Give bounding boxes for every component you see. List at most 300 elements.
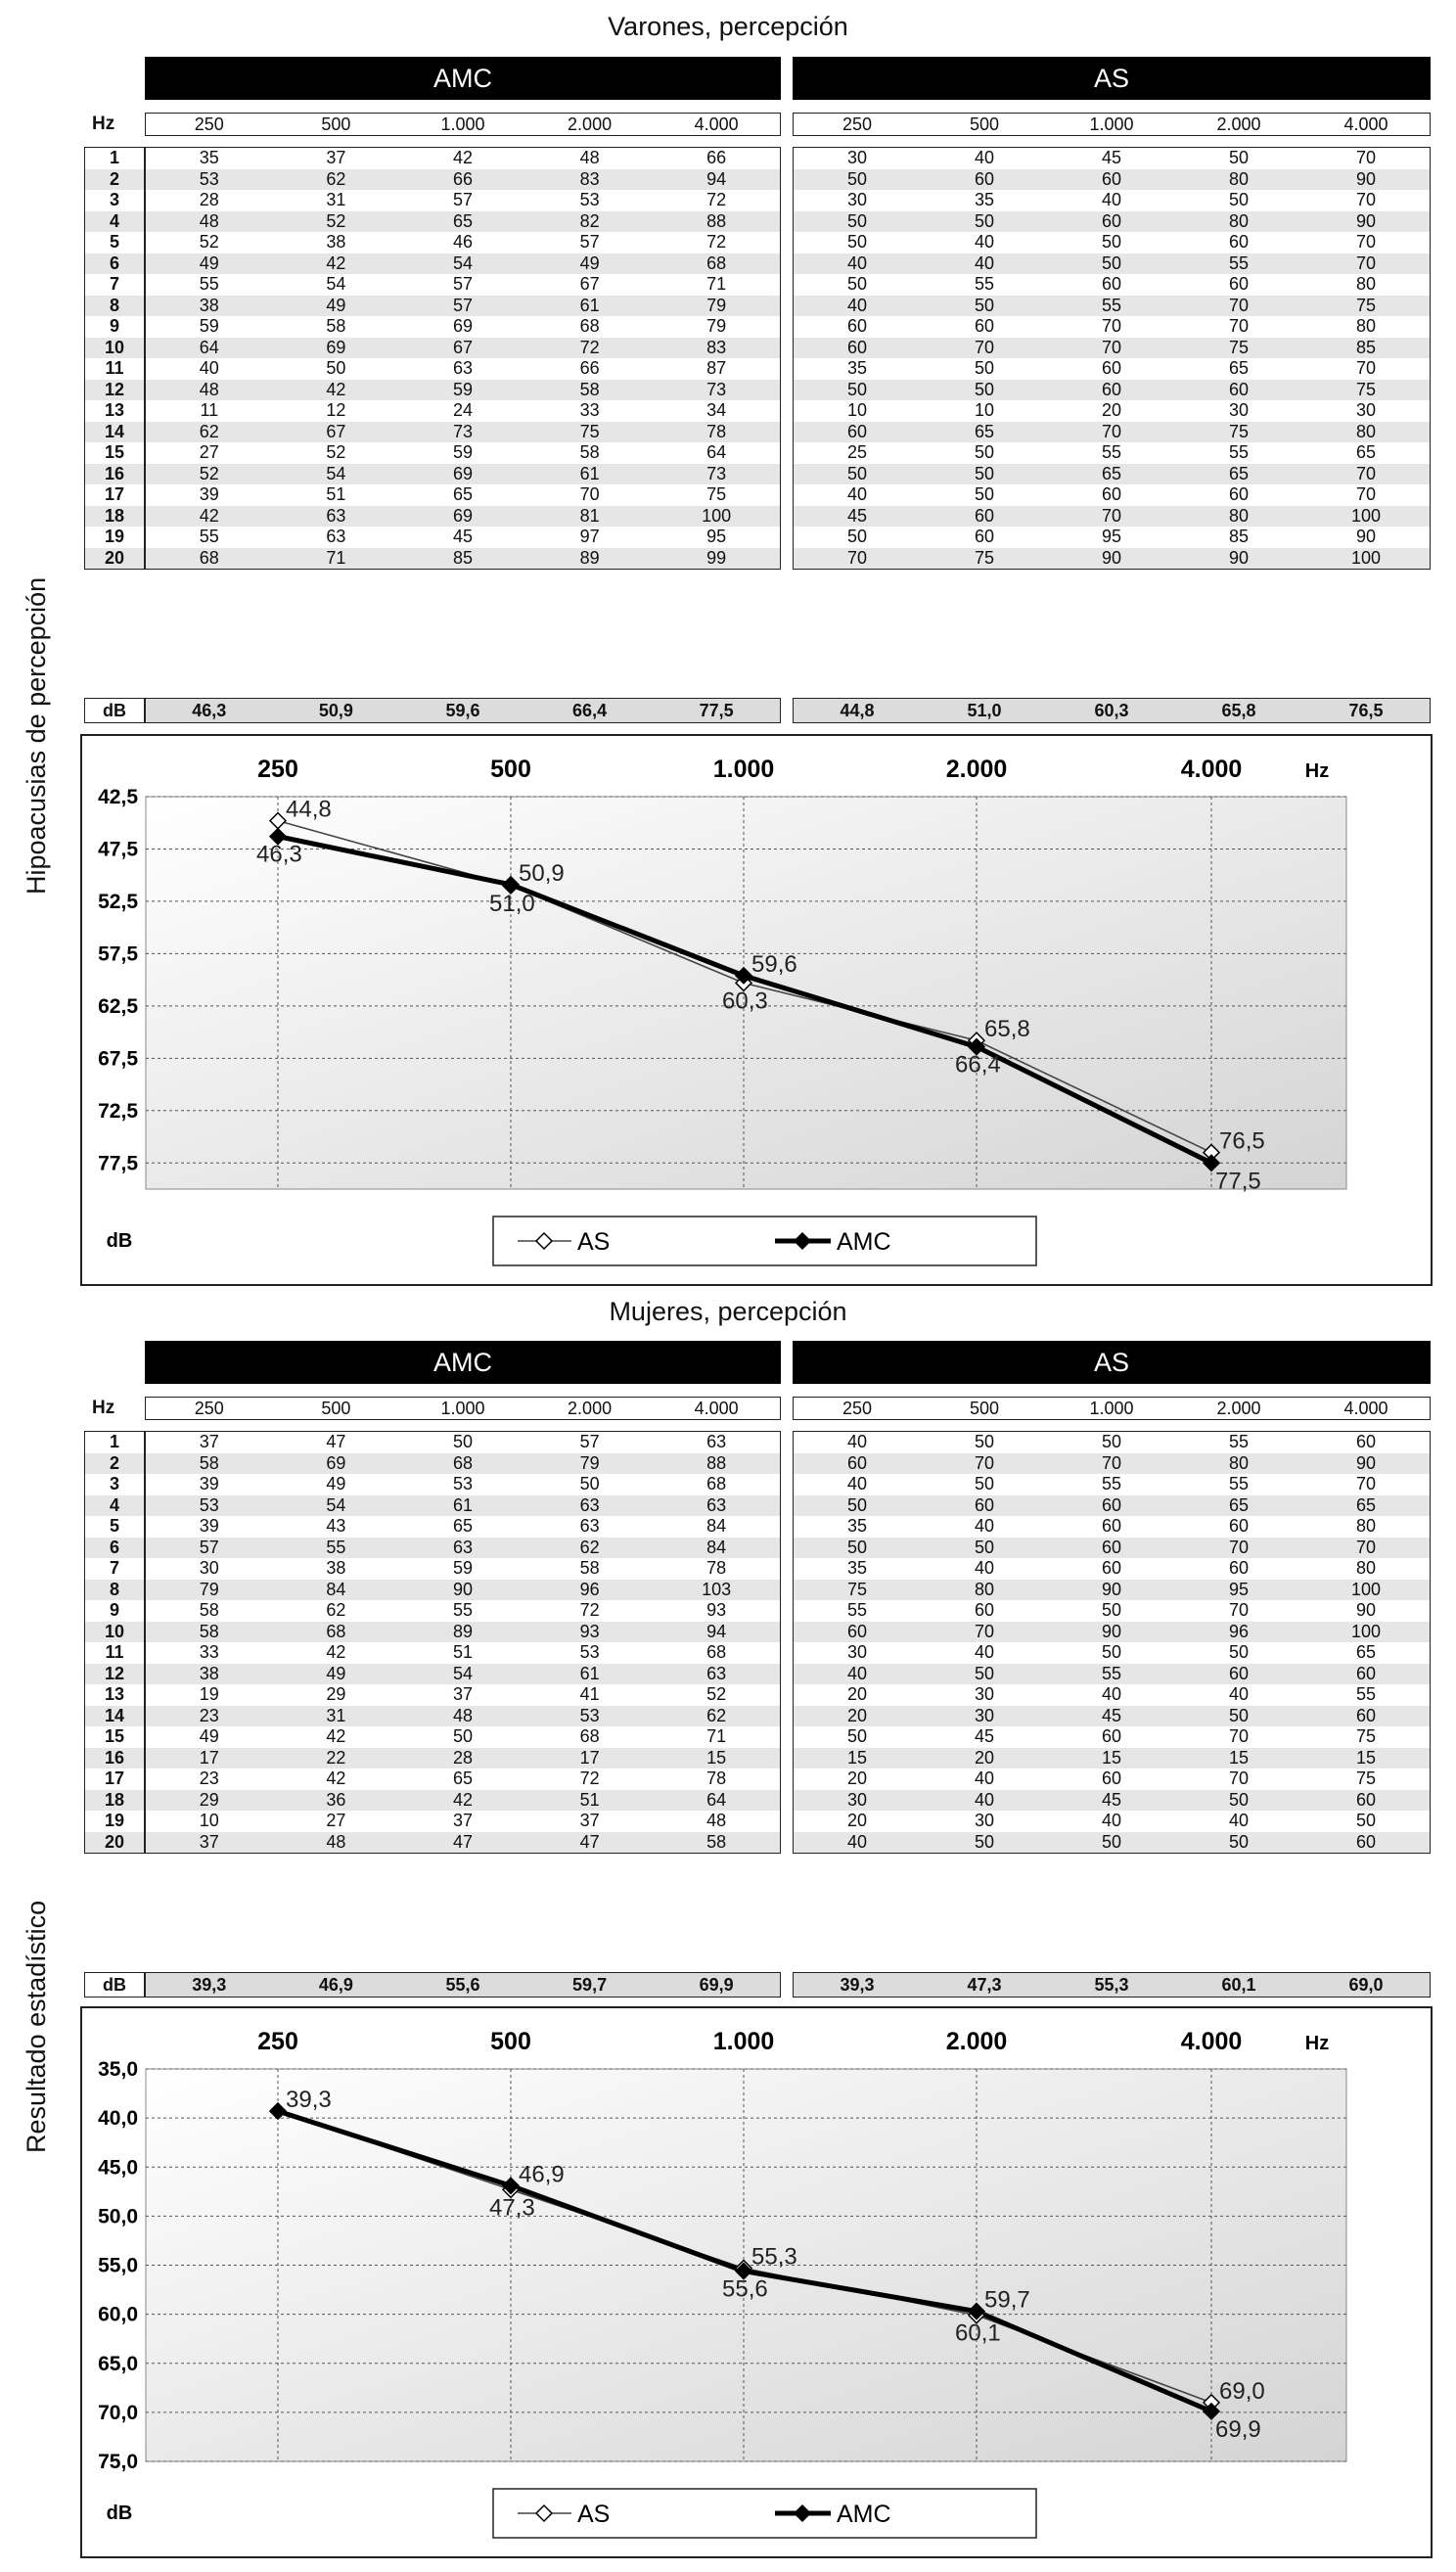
row-id [85,338,144,359]
freq-header-cell: 250 [842,1399,873,1418]
table-cell: 60 [1228,1516,1250,1536]
table-cell: 50 [1355,1811,1377,1830]
table-row [794,1495,1430,1517]
table-cell: 42 [199,505,219,526]
table-cell: 15 [1101,1747,1122,1768]
table-cell: 68 [706,1474,727,1493]
table-row [794,1832,1430,1854]
table-cell: 70 [1228,295,1250,315]
table-cell: 97 [579,527,600,546]
table-cell: 38 [326,1558,346,1578]
table-cell: 55 [846,1600,868,1620]
table-cell: 67 [326,421,346,441]
table-cell: 63 [706,1494,727,1515]
table-cell: 90 [1355,210,1377,231]
table-cell: 55 [1228,1432,1250,1451]
table-cell: 30 [199,1558,219,1578]
row-id [85,1832,144,1854]
table-cell: 65 [452,1516,473,1536]
table-cell: 60 [974,505,995,526]
x-tick-label: 250 [257,2028,298,2055]
table-cell: 62 [706,1705,727,1725]
table-cell: 62 [326,168,346,189]
db-average-cell: 65,8 [1221,701,1256,720]
table-cell: 70 [1228,1537,1250,1557]
table-cell: 89 [452,1621,473,1641]
table-row [794,232,1430,253]
table-cell: 60 [1101,168,1122,189]
table-cell: 50 [974,1474,995,1493]
table-cell: 63 [326,505,346,526]
table-cell: 70 [1101,505,1122,526]
table-cell: 50 [452,1726,473,1746]
table-cell: 64 [706,442,727,462]
row-id-label: 18 [104,505,125,526]
table-cell: 43 [326,1516,346,1536]
table-cell: 40 [846,484,868,504]
table-cell: 85 [1355,337,1377,357]
table-cell: 99 [706,547,727,568]
data-label-amc: 50,9 [519,859,565,887]
data-label-as: 51,0 [489,890,535,917]
table-cell: 80 [1228,168,1250,189]
row-id-label: 15 [104,442,125,462]
table-cell: 79 [706,295,727,315]
table-cell: 65 [1228,1494,1250,1515]
table-cell: 78 [706,1558,727,1578]
table-cell: 68 [199,547,219,568]
table-cell: 60 [1101,1516,1122,1536]
freq-header-cell: 1.000 [440,115,485,134]
table-row [146,1538,780,1559]
x-tick-label: 2.000 [945,756,1008,783]
table-cell: 100 [1350,1621,1382,1641]
table-cell: 67 [452,337,473,357]
table-cell: 50 [1228,1642,1250,1662]
freq-header-cell: 250 [194,115,224,134]
row-id [85,232,144,253]
table-cell: 75 [974,547,995,568]
row-id [85,274,144,296]
row-id-label: 2 [109,1452,119,1473]
table-cell: 29 [326,1684,346,1704]
section-title: Mujeres, percepción [609,1297,847,1326]
x-tick-label: 4.000 [1180,756,1243,783]
table-cell: 64 [199,337,219,357]
data-label-as: 76,5 [1219,1127,1265,1155]
table-cell: 60 [1355,1663,1377,1683]
data-label-as: 60,1 [955,2319,1001,2347]
db-average-cell: 60,3 [1094,701,1129,720]
table-cell: 63 [452,358,473,378]
table-cell: 42 [326,253,346,273]
table-cell: 50 [974,295,995,315]
table-cell: 49 [326,1663,346,1683]
table-row [146,274,780,296]
table-cell: 12 [326,400,346,420]
row-id-label: 10 [104,1621,125,1641]
table-cell: 65 [1355,1494,1377,1515]
table-cell: 40 [974,1642,995,1662]
table-cell: 60 [974,316,995,336]
table-cell: 90 [1101,547,1122,568]
side-label: Resultado estadístico [22,1900,51,2153]
table-cell: 66 [706,148,727,167]
table-cell: 39 [199,1474,219,1493]
as-db-row [793,698,1431,723]
table-cell: 40 [846,1663,868,1683]
freq-header-cell: 500 [969,1399,1000,1418]
table-cell: 68 [579,1726,600,1746]
row-id [85,148,144,169]
table-cell: 70 [1228,316,1250,336]
row-id [85,316,144,338]
table-cell: 70 [1355,1537,1377,1557]
table-cell: 42 [452,1789,473,1810]
row-id-label: 12 [104,379,125,399]
row-id [85,1474,144,1495]
table-cell: 60 [1101,358,1122,378]
table-row [794,316,1430,338]
table-cell: 45 [846,505,868,526]
y-tick-label: 57,5 [98,942,138,966]
row-id-label: 13 [104,1684,125,1704]
table-cell: 100 [1350,547,1382,568]
table-cell: 70 [1228,1768,1250,1788]
table-cell: 28 [452,1747,473,1768]
table-row [794,400,1430,422]
table-cell: 60 [1355,1432,1377,1451]
table-row [794,1600,1430,1622]
x-tick-label: 500 [490,2028,531,2055]
table-cell: 50 [1228,190,1250,209]
table-cell: 55 [199,274,219,294]
table-cell: 50 [974,442,995,462]
table-cell: 53 [452,1474,473,1493]
table-cell: 72 [579,1600,600,1620]
table-cell: 40 [974,232,995,252]
table-cell: 60 [1101,1494,1122,1515]
table-cell: 40 [974,1768,995,1788]
table-row [146,1642,780,1664]
table-row [146,1432,780,1453]
row-id [85,358,144,380]
row-id [85,442,144,464]
table-cell: 58 [199,1452,219,1473]
table-cell: 89 [579,547,600,568]
x-tick-label: 500 [490,756,531,783]
row-id-label: 17 [104,484,125,504]
table-cell: 40 [974,1558,995,1578]
y-tick-label: 60,0 [98,2303,138,2326]
table-row [794,1768,1430,1790]
table-cell: 11 [200,400,219,420]
chart-svg [82,736,1431,1284]
table-row [146,1600,780,1622]
amc-db-row [145,698,781,723]
table-cell: 40 [974,253,995,273]
x-tick-label: 1.000 [712,2028,775,2055]
row-id [85,296,144,317]
table-cell: 50 [846,210,868,231]
table-cell: 10 [199,1811,219,1830]
table-cell: 60 [846,316,868,336]
freq-header-as [793,113,1431,136]
table-cell: 60 [1101,484,1122,504]
table-cell: 61 [579,463,600,483]
table-cell: 40 [1228,1811,1250,1830]
row-id [85,1664,144,1685]
table-row [146,380,780,401]
table-cell: 72 [579,337,600,357]
table-cell: 85 [1228,527,1250,546]
row-id-label: 1 [109,148,119,167]
y-tick-label: 50,0 [98,2205,138,2228]
y-tick-label: 70,0 [98,2401,138,2424]
table-row [794,422,1430,443]
table-cell: 23 [199,1768,219,1788]
table-cell: 50 [846,1726,868,1746]
row-id [85,1580,144,1601]
amc-table [145,1431,781,1854]
table-cell: 75 [846,1579,868,1599]
table-cell: 40 [1228,1684,1250,1704]
table-cell: 55 [1101,1663,1122,1683]
table-row [794,253,1430,275]
table-row [794,1580,1430,1601]
table-cell: 70 [1355,232,1377,252]
row-id [85,1558,144,1580]
table-cell: 72 [579,1768,600,1788]
row-id-label: 16 [104,1747,125,1768]
table-cell: 75 [1228,421,1250,441]
legend-box [493,1217,1036,1265]
table-cell: 47 [326,1432,346,1451]
row-id [85,1726,144,1748]
y-axis-label: dB [106,1230,133,1252]
table-row [794,1516,1430,1538]
row-id [85,1748,144,1769]
table-cell: 33 [199,1642,219,1662]
table-cell: 30 [1228,400,1250,420]
freq-header-cell: 1.000 [440,1399,485,1418]
table-cell: 40 [846,295,868,315]
table-cell: 69 [452,463,473,483]
table-cell: 65 [1355,442,1377,462]
db-average-cell: 51,0 [967,701,1002,720]
table-row [794,1474,1430,1495]
table-cell: 57 [579,1432,600,1451]
table-cell: 10 [846,400,868,420]
table-cell: 55 [326,1537,346,1557]
table-cell: 54 [326,274,346,294]
table-row [146,232,780,253]
legend [493,1217,1036,1265]
table-row [146,253,780,275]
table-row [794,358,1430,380]
table-cell: 52 [706,1684,727,1704]
chart-svg [82,2008,1431,2556]
db-average-cell: 76,5 [1348,701,1384,720]
table-cell: 55 [1228,253,1250,273]
table-cell: 70 [1355,253,1377,273]
table-cell: 49 [579,253,600,273]
table-cell: 100 [1350,505,1382,526]
row-id [85,1642,144,1664]
row-id [85,527,144,548]
freq-header-cell: 500 [321,115,351,134]
table-cell: 20 [846,1684,868,1704]
table-cell: 94 [706,168,727,189]
db-average-cell: 69,9 [699,1975,734,1995]
as-table [793,147,1431,570]
table-cell: 15 [706,1747,727,1768]
legend-label-as: AS [577,2501,611,2528]
row-id-label: 19 [104,1811,125,1830]
table-cell: 70 [974,1452,995,1473]
row-id-label: 4 [109,210,119,231]
table-cell: 55 [1101,295,1122,315]
db-average-cell: 46,9 [318,1975,353,1995]
table-cell: 48 [579,148,600,167]
table-cell: 29 [199,1789,219,1810]
table-cell: 78 [706,1768,727,1788]
db-average-cell: 55,6 [445,1975,480,1995]
table-cell: 59 [452,379,473,399]
db-average-cell: 77,5 [699,701,734,720]
table-cell: 90 [1355,1452,1377,1473]
table-cell: 58 [706,1831,727,1852]
db-average-cell: 39,3 [840,1975,875,1995]
y-tick-label: 40,0 [98,2107,138,2131]
table-cell: 75 [1355,1726,1377,1746]
table-cell: 70 [846,547,868,568]
table-cell: 31 [326,1705,346,1725]
row-id-column [84,1431,145,1854]
table-cell: 80 [1355,1558,1377,1578]
table-cell: 50 [974,210,995,231]
table-row [146,1790,780,1812]
table-cell: 63 [326,527,346,546]
table-cell: 42 [452,148,473,167]
data-label-amc: 59,7 [984,2286,1030,2314]
row-id-label: 3 [109,1474,119,1493]
table-row [794,506,1430,528]
table-cell: 60 [1228,274,1250,294]
table-cell: 46 [452,232,473,252]
freq-header-as [793,1397,1431,1420]
table-cell: 50 [974,379,995,399]
table-cell: 70 [1355,463,1377,483]
x-tick-label: 2.000 [945,2028,1008,2055]
table-row [794,296,1430,317]
y-axis-label: dB [106,2503,133,2524]
table-cell: 50 [846,168,868,189]
db-average-cell: 55,3 [1094,1975,1129,1995]
table-cell: 58 [579,1558,600,1578]
table-cell: 49 [199,253,219,273]
group-header-as: AS [793,1341,1431,1384]
table-cell: 30 [846,190,868,209]
table-cell: 50 [452,1432,473,1451]
table-cell: 51 [579,1789,600,1810]
freq-header-cell: 4.000 [1343,1399,1388,1418]
table-cell: 72 [706,190,727,209]
table-cell: 82 [579,210,600,231]
table-cell: 45 [974,1726,995,1746]
table-row [794,148,1430,169]
table-cell: 15 [846,1747,868,1768]
legend-label-amc: AMC [837,2501,891,2528]
table-cell: 57 [452,295,473,315]
freq-header-cell: 2.000 [568,1399,613,1418]
row-id [85,1768,144,1790]
table-cell: 90 [452,1579,473,1599]
table-cell: 67 [579,274,600,294]
table-cell: 50 [326,358,346,378]
table-cell: 25 [846,442,868,462]
table-cell: 37 [579,1811,600,1830]
table-row [146,400,780,422]
table-cell: 23 [199,1705,219,1725]
row-id [85,380,144,401]
table-row [146,338,780,359]
row-id-label: 11 [105,1642,124,1662]
table-cell: 63 [452,1537,473,1557]
row-id-label: 2 [109,168,119,189]
table-cell: 90 [1355,527,1377,546]
table-cell: 55 [199,527,219,546]
row-id [85,1684,144,1706]
table-cell: 53 [579,1642,600,1662]
table-cell: 47 [452,1831,473,1852]
table-cell: 62 [579,1537,600,1557]
table-cell: 80 [1355,274,1377,294]
table-row [146,169,780,191]
table-cell: 50 [1228,148,1250,167]
row-id [85,506,144,528]
table-cell: 38 [199,1663,219,1683]
amc-db-row [145,1972,781,1998]
row-id-label: 17 [104,1768,125,1788]
table-cell: 60 [1228,379,1250,399]
table-cell: 71 [706,1726,727,1746]
table-cell: 90 [1101,1621,1122,1641]
table-cell: 60 [846,1621,868,1641]
y-tick-label: 42,5 [98,786,138,808]
table-cell: 70 [1101,421,1122,441]
table-cell: 58 [326,316,346,336]
table-cell: 51 [452,1642,473,1662]
y-tick-label: 75,0 [98,2451,138,2473]
table-cell: 84 [706,1516,727,1536]
table-cell: 50 [846,232,868,252]
row-id-label: 8 [109,295,119,315]
table-cell: 40 [846,1432,868,1451]
table-cell: 58 [579,442,600,462]
table-cell: 69 [326,1452,346,1473]
row-id-column [84,147,145,570]
table-cell: 24 [452,400,473,420]
x-axis-label: Hz [1304,760,1330,782]
row-id-label: 14 [104,421,125,441]
data-label-as: 69,0 [1219,2377,1265,2405]
row-id [85,1811,144,1832]
table-cell: 68 [579,316,600,336]
as-table [793,1431,1431,1854]
table-cell: 48 [199,210,219,231]
table-row [146,211,780,233]
